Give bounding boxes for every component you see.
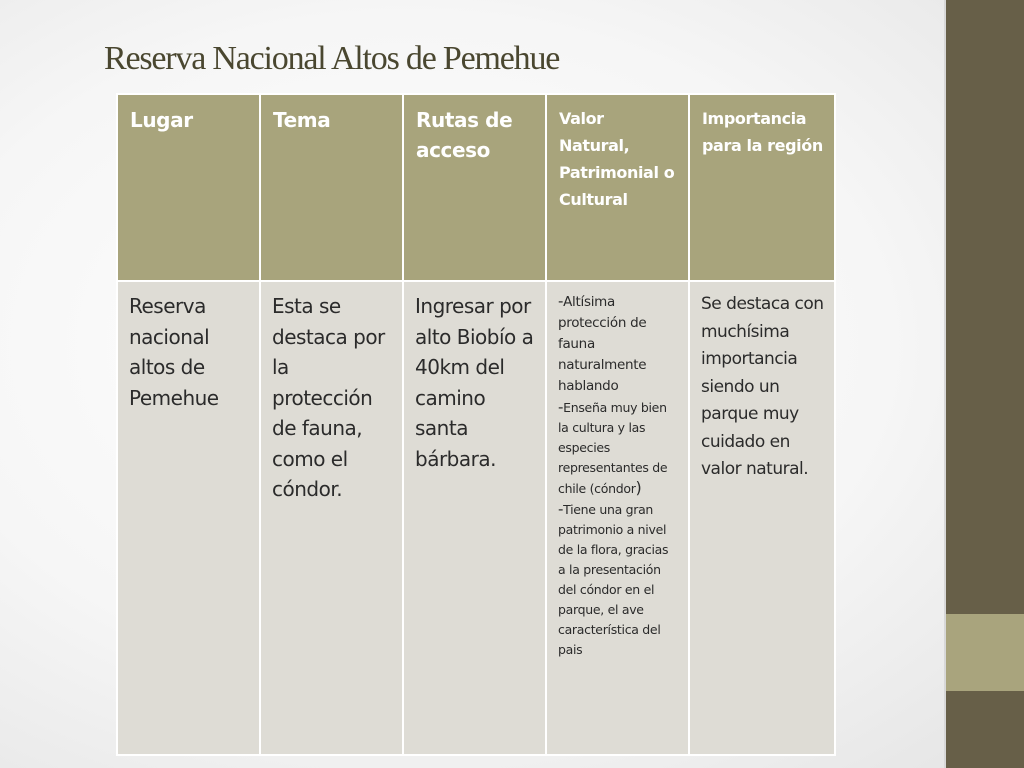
slide-title: Reserva Nacional Altos de Pemehue xyxy=(104,40,560,77)
header-lugar: Lugar xyxy=(117,94,260,281)
table-header-row xyxy=(117,94,835,281)
valor-item-2-text: Enseña muy bien la cultura y las especies representantes de chile (cóndor xyxy=(558,400,668,496)
valor-item-1-dash: - xyxy=(558,292,564,310)
cell-tema: Esta se destaca por la protección de fauna, como el cóndor. xyxy=(260,281,403,755)
valor-item-1 xyxy=(558,291,678,397)
valor-item-2-dash: - xyxy=(558,398,564,416)
valor-item-3-dash: - xyxy=(558,500,564,518)
info-table xyxy=(116,93,836,756)
cell-valor xyxy=(546,281,689,755)
cell-rutas: Ingresar por alto Biobío a 40km del camino santa bárbara. xyxy=(403,281,546,755)
header-tema: Tema xyxy=(260,94,403,281)
valor-item-2 xyxy=(558,397,678,499)
valor-item-2-close: ) xyxy=(635,478,642,497)
sidebar-accent-block xyxy=(946,614,1024,691)
valor-item-3 xyxy=(558,499,678,660)
header-rutas: Rutas de acceso xyxy=(403,94,546,281)
valor-item-1-text: Altísima protección de fauna naturalmente hablando xyxy=(558,294,647,394)
header-valor: Valor Natural, Patrimonial o Cultural xyxy=(546,94,689,281)
cell-importancia: Se destaca con muchísima importancia siendo un parque muy cuidado en valor natural. xyxy=(689,281,835,755)
header-importancia: Importancia para la región xyxy=(689,94,835,281)
valor-item-3-text: Tiene una gran patrimonio a nivel de la flora, gracias a la presentación del cóndor en el parque, el ave característica del pais xyxy=(558,502,669,657)
cell-lugar: Reserva nacional altos de Pemehue xyxy=(117,281,260,755)
table-row xyxy=(117,281,835,755)
